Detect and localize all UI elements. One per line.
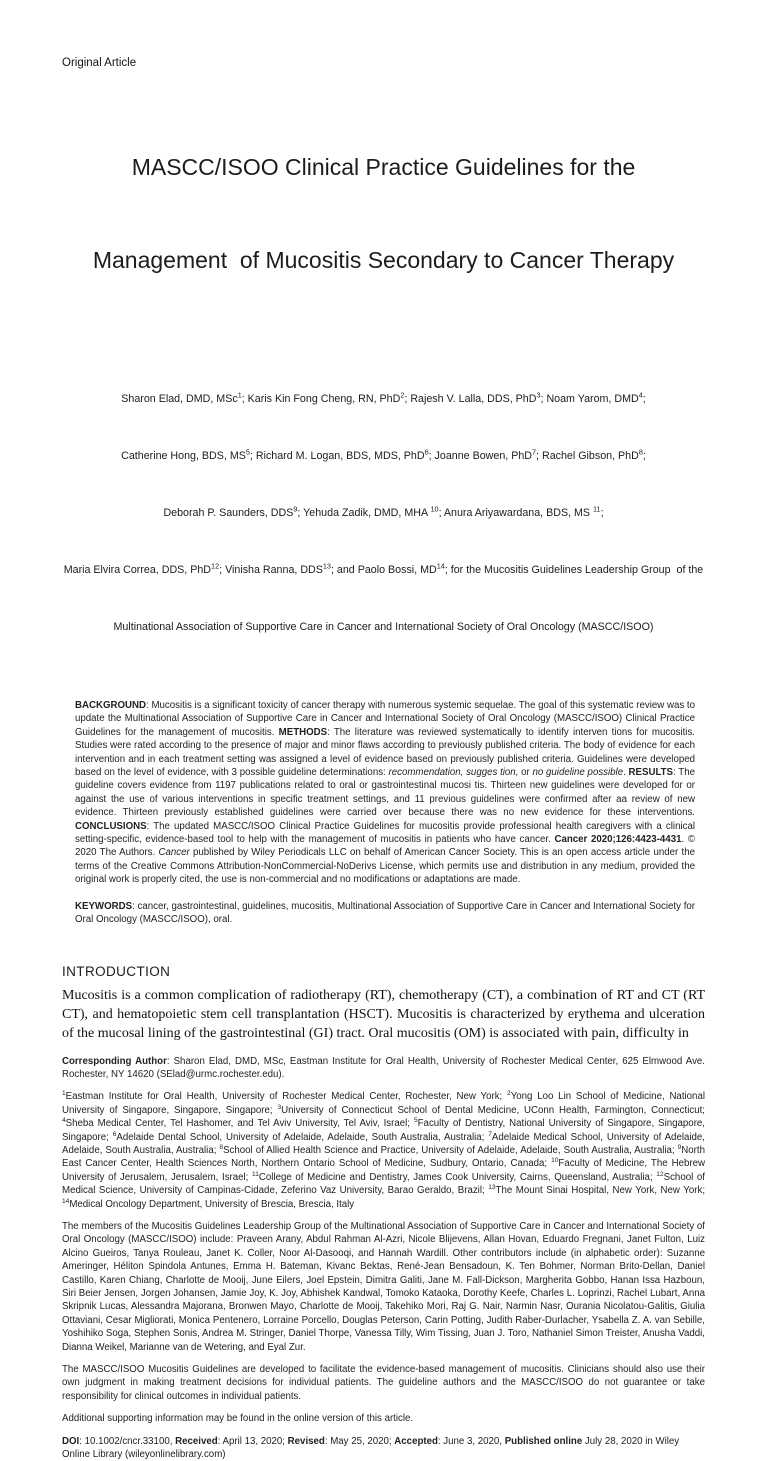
contributors-note: The members of the Mucositis Guidelines Leadership Group of the Multinational Association of Supportive Care in Cancer and International Society of Oral Oncology (MASCC/ISOO) include: Praveen Arany, Abdul Rahman Al-Azri, Nicole Blijevens, Allan Hovan, Eduardo Fregnani, Janet Fulton, Luiz Alcino Gueiros, Tanya Rouleau, Janet K. Coller, Noor Al-Dasooqi, and Hannah Wardill. Other contributors include (in alphabetic order): Suzanne Ameringer, Héliton Spindola Antunes, Emma H. Bateman, Kivanc Bektas, René-Jean Bensadoun, K. Ten Bohmer, Norman Brito-Dellan, Daniel Castillo, Karen Chiang, Charlotte de Mooij, June Eilers, Joel Epstein, Dimitra Galiti, Jane M. Fall-Dickson, Margherita Gobbo, Hanan Issa Hazboun, Siri Beier Jensen, Jorgen Johansen, Jamie Joy, K. Joy, Abhishek Kandwal, Tomoko Kataoka, Dorothy Keefe, Charles L. Loprinzi, Rachel Lubart, Anna Skripnik Lucas, Alessandra Majorana, Bronwen Mayo, Charlotte de Mooij, Takehiko Mori, Raj G. Nair, Narmin Nasr, Ourania Nicolatou-Galitis, Giulia Ottaviani, Cesar Migliorati, Monica Pentenero, Lorraine Porcello, Douglas Peterson, Carin Potting, Judith Raber-Durlacher, Ysabella Z. A. van Sebille, Yoshihiko Soga, Stephen Sonis, Andrea M. Stringer, Daniel Thorpe, Vanessa Tilly, Wim Tissing, Juan J. Toro, Nathaniel Simon Treister, Anusha Vaddi, Dianna Weikel, Marianne van de Wetering, and Eyal Zur. bbox=[62, 1220, 705, 1354]
keywords-paragraph: KEYWORDS: cancer, gastrointestinal, guidelines, mucositis, Multinational Association of Supportive Care in Cancer and International Society for Oral Oncology (MASCC/ISOO), oral. bbox=[75, 900, 695, 927]
disclaimer-note: The MASCC/ISOO Mucositis Guidelines are developed to facilitate the evidence-based management of mucositis. Clinicians should also use their own judgment in making treatment decisions for individual patients. The guideline authors and the MASCC/ISOO do not guarantee or take responsibility for clinical outcomes in individual patients. bbox=[62, 1363, 705, 1403]
corresponding-author-note: Corresponding Author: Sharon Elad, DMD, MSc, Eastman Institute for Oral Health, University of Rochester Medical Center, 625 Elmwood Ave. Rochester, NY 14620 (SElad@urmc.rochester.edu). bbox=[62, 1055, 705, 1082]
authors-byline bbox=[62, 352, 705, 675]
affiliations-note: $^1$Eastman Institute for Oral Health, University of Rochester Medical Center, Rochester, New York; $^2$Yong Loo Lin School of Medicine, National University of Singapore, Singapore, Singapore; $^3$University of Connecticut School of Dental Medicine, UConn Health, Farmington, Connecticut; $^4$Sheba Medical Center, Tel Hashomer, and Tel Aviv University, Tel Aviv, Israel; $^5$Faculty of Dentistry, National University of Singapore, Singapore, Singapore; $^6$Adelaide Dental School, University of Adelaide, Adelaide, South Australia, Australia; $^7$Adelaide Medical School, University of Adelaide, Adelaide, South Australia, Australia; $^8$School of Allied Health Science and Practice, University of Adelaide, Adelaide, South Australia, Australia; $^9$North East Cancer Center, Health Sciences North, Northern Ontario School of Medicine, Sudbury, Ontario, Canada; $^{10}$Faculty of Medicine, The Hebrew University of Jerusalem, Jerusalem, Israel; $^{11}$College of Medicine and Dentistry, James Cook University, Cairns, Queensland, Australia; $^{12}$School of Medical Science, University of Campinas-Cidade, Zeferino Vaz University, Barao Geraldo, Brazil; $^{13}$The Mount Sinai Hospital, New York, New York; $^{14}$Medical Oncology Department, University of Brescia, Brescia, Italy bbox=[62, 1090, 705, 1211]
author-line: Catherine Hong, BDS, $MS^5$; Richard M. Logan, BDS, MDS, PhD$^6$; Joanne Bowen, PhD$^7$; Rachel Gibson, PhD$^8$; bbox=[62, 447, 705, 466]
abstract-paragraph: BACKGROUND: Mucositis is a significant toxicity of cancer therapy with numerous systemic sequelae. The goal of this systematic review was to update the Multinational Association of Supportive Care in Cancer and International Society of Oral Oncology (MASCC/ISOO) Clinical Practice Guidelines for the management of mucositis. METHODS: The literature was reviewed systematically to identify interven tions for mucositis. Studies were rated according to the presence of major and minor flaws according to previously published criteria. The body of evidence for each intervention and in each treatment setting was assigned a level of evidence based on previously published criteria. Guidelines were developed based on the level of evidence, with 3 possible guideline determinations: recommendation, sugges tion, or no guideline possible. RESULTS: The guideline covers evidence from 1197 publications related to oral or gastrointestinal mucosi tis. Thirteen new guidelines were developed for or against the use of various interventions in specific treatment settings, and 11 previous guidelines were confirmed after aa review of new evidence. Thirteen previously established guidelines were carried over because there was no new evidence for these interventions. CONCLUSIONS: The updated MASCC/ISOO Clinical Practice Guidelines for mucositis provide professional health caregivers with a clinical setting-specific, evidence-based tool to help with the management of mucositis in patients who have cancer. Cancer 2020;126:4423-4431. © 2020 The Authors. Cancer published by Wiley Periodicals LLC on behalf of American Cancer Society. This is an open access article under the terms of the Creative Commons Attribution-NonCommercial-NoDerivs License, which permits use and distribution in any medium, provided the original work is properly cited, the use is non-commercial and no modifications or adaptations are made. bbox=[75, 699, 695, 887]
introduction-paragraph: Mucositis is a common complication of radiotherapy (RT), chemotherapy (CT), a combination of RT and CT (RT CT), and hematopoietic stem cell transplantation (HSCT). Mucositis is characterized by erythema and ulceration of the mucosal lining of the gastrointestinal (GI) tract. Oral mucositis (OM) is associated with pain, difficulty in bbox=[62, 986, 705, 1043]
author-line: Sharon Elad, DMD, MSc$^1$; Karis Kin Fong Cheng, RN, PhD$^2$; Rajesh V. Lalla, DDS, PhD$^3$; Noam Yarom, DMD$^4$; bbox=[62, 390, 705, 409]
introduction-heading: INTRODUCTION bbox=[62, 964, 705, 979]
article-type-label: Original Article bbox=[62, 56, 705, 70]
author-line: Multinational Association of Supportive Care in Cancer and International Society of Oral Oncology (MASCC/ISOO) bbox=[62, 618, 705, 637]
author-line: Maria Elvira Correa, DDS, PhD$^{12}$; Vinisha Ranna, DDS$^{13}$; and Paolo Bossi, MD$^{14}$; for the Mucositis Guidelines Leadership Group of the bbox=[62, 561, 705, 580]
supporting-info-note: Additional supporting information may be found in the online version of this article. bbox=[62, 1412, 705, 1425]
doi-note: DOI: 10.1002/cncr.33100, Received: April 13, 2020; Revised: May 25, 2020; Accepted: June 3, 2020, Published online July 28, 2020 in Wiley Online Library (wileyonlinelibrary.com) bbox=[62, 1435, 705, 1461]
page-title bbox=[62, 90, 705, 338]
title-line-2: Management of Mucositis Secondary to Cancer Therapy bbox=[62, 245, 705, 276]
footnotes-section bbox=[62, 1055, 705, 1461]
title-line-1: MASCC/ISOO Clinical Practice Guidelines for the bbox=[62, 152, 705, 183]
author-line: Deborah P. Saunders, DDS$^9$; Yehuda Zadik, DMD, MHA $^{10}$; Anura Ariyawardana, BDS, MS $^{11}$; bbox=[62, 504, 705, 523]
